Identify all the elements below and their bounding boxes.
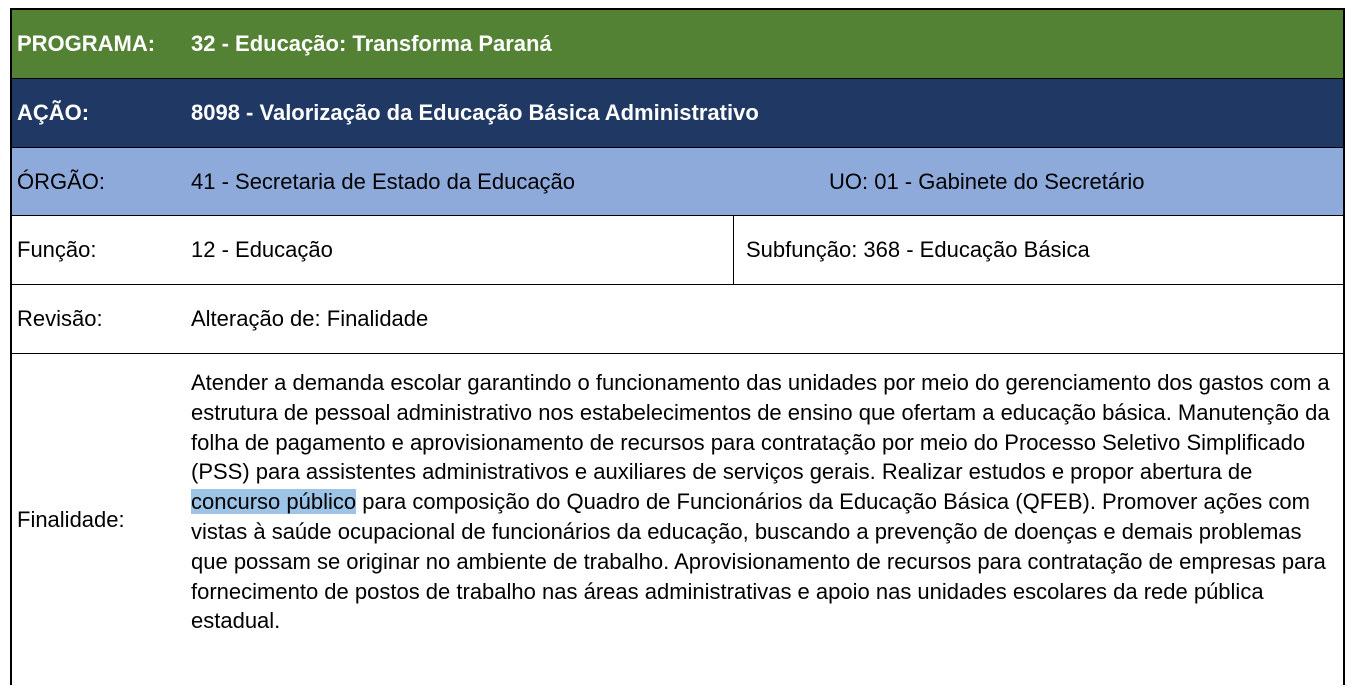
revisao-label: Revisão: xyxy=(17,306,103,331)
finalidade-text-before: Atender a demanda escolar garantindo o funcionamento das unidades por meio do gerenciamento dos gastos com a estrutura de pessoal administrativo nos estabelecimentos de ensino que ofertam a educação básica. Manutenção da folha de pagamento e aprovisionamento de recursos para contratação por meio do Processo Seletivo Simplificado (PSS) para assistentes administrativos e auxiliares de serviços gerais. Realizar estudos e propor abertura de xyxy=(191,370,1330,485)
action-sheet xyxy=(10,8,1345,685)
programa-row xyxy=(12,10,1343,79)
column-divider xyxy=(733,216,734,284)
orgao-label: ÓRGÃO: xyxy=(17,168,106,194)
subfuncao-value: Subfunção: 368 - Educação Básica xyxy=(746,237,1090,262)
orgao-row xyxy=(12,148,1343,216)
finalidade-highlight: concurso público xyxy=(191,489,357,515)
revisao-row xyxy=(12,285,1343,354)
finalidade-row xyxy=(12,354,1343,685)
finalidade-text xyxy=(191,368,1336,636)
funcao-label: Função: xyxy=(17,237,97,262)
orgao-value: 41 - Secretaria de Estado da Educação xyxy=(191,168,576,194)
acao-label: AÇÃO: xyxy=(17,100,90,125)
uo-value: UO: 01 - Gabinete do Secretário xyxy=(829,168,1145,194)
revisao-value: Alteração de: Finalidade xyxy=(191,306,429,331)
funcao-value: 12 - Educação xyxy=(191,237,333,262)
finalidade-text-after: para composição do Quadro de Funcionários da Educação Básica (QFEB). Promover ações com vistas à saúde ocupacional de funcionários da educação, buscando a prevenção de doenças e demais problemas que possam se originar no ambiente de trabalho. Aprovisionamento de recursos para contratação de empresas para fornecimento de postos de trabalho nas áreas administrativas e apoio nas unidades escolares da rede pública estadual. xyxy=(191,489,1326,634)
acao-row xyxy=(12,79,1343,148)
programa-value: 32 - Educação: Transforma Paraná xyxy=(191,31,552,56)
acao-value: 8098 - Valorização da Educação Básica Administrativo xyxy=(191,100,759,125)
funcao-row xyxy=(12,216,1343,285)
programa-label: PROGRAMA: xyxy=(17,31,156,56)
finalidade-label: Finalidade: xyxy=(17,506,125,532)
